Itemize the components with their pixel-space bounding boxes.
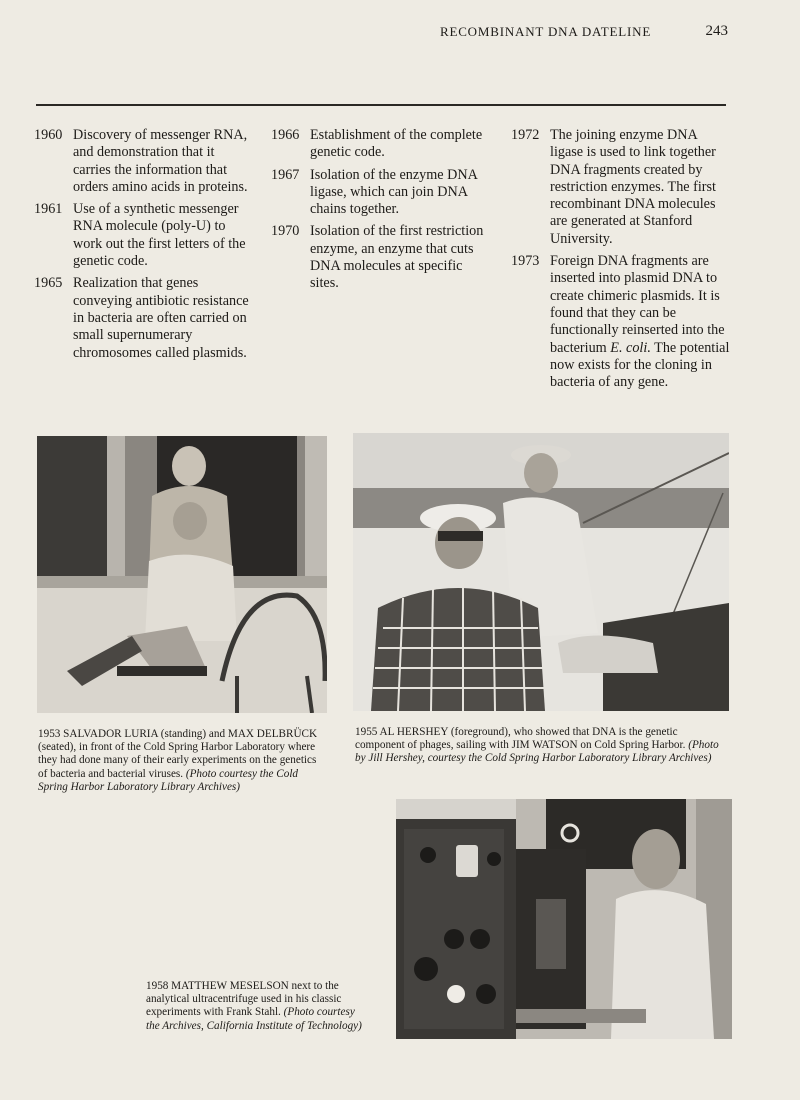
entry-text: Use of a synthetic messenger RNA molecule (poly-U) to work out the first letters of the genetic code. [73, 201, 246, 270]
photo-credit: (Photo by Jill Hershey, courtesy the Cold Spring Harbor Laboratory Library Archives) [355, 739, 719, 765]
timeline-entry [34, 127, 254, 196]
caption-meselson [146, 980, 368, 1033]
timeline-entry [511, 253, 731, 391]
timeline-entry [511, 127, 731, 248]
entry-text: Isolation of the first restriction enzyme, an enzyme that cuts DNA molecules at specific sites. [310, 223, 484, 292]
entry-year: 1970 [271, 223, 300, 240]
caption-hershey-watson [355, 726, 727, 766]
entry-year: 1973 [511, 253, 540, 270]
entry-text [550, 253, 731, 391]
photo-meselson [396, 799, 732, 1039]
entry-year: 1967 [271, 166, 300, 183]
running-title: RECOMBINANT DNA DATELINE [440, 24, 652, 39]
caption-text: 1958 MATTHEW MESELSON next to the analytical ultracentrifuge used in his classic experiments with Frank Stahl. [146, 980, 342, 1019]
entry-year: 1972 [511, 127, 540, 143]
entry-text: Realization that genes conveying antibiotic resistance in bacteria are often carried on small supernumerary chromosomes called plasmids. [73, 275, 249, 361]
entry-year: 1966 [271, 127, 300, 143]
running-head [440, 24, 728, 44]
entry-text: The joining enzyme DNA ligase is used to link together DNA fragments created by restriction enzymes. The first recombinant DNA molecules are generated at Stanford University. [550, 127, 716, 247]
timeline-column-1 [34, 127, 254, 367]
entry-text: Isolation of the enzyme DNA ligase, which can join DNA chains together. [310, 166, 478, 218]
timeline-entry [34, 275, 254, 361]
caption-text: 1953 SALVADOR LURIA (standing) and MAX DELBRÜCK (seated), in front of the Cold Spring Harbor Laboratory where they had done many of their early experiments on the genetics of bacteria and bacterial viruses. [38, 728, 318, 780]
timeline-entry [34, 201, 254, 270]
entry-text: Establishment of the complete genetic code. [310, 127, 483, 161]
timeline-entry [271, 167, 493, 219]
timeline-column-3 [511, 127, 731, 396]
entry-year: 1960 [34, 127, 63, 143]
entry-text-after: The potential now exists for the cloning in bacteria of any gene. [550, 339, 730, 391]
photo-hershey-watson [353, 433, 729, 711]
entry-text: Discovery of messenger RNA, and demonstration that it carries the information that orders amino acids in proteins. [73, 127, 248, 195]
entry-text-before: Foreign DNA fragments are inserted into plasmid DNA to create chimeric plasmids. It is found that they can be functionally reinserted into the bacterium [550, 253, 725, 356]
caption-text: 1955 AL HERSHEY (foreground), who showed that DNA is the genetic component of phages, sailing with JIM WATSON on Cold Spring Harbor. [355, 726, 686, 752]
timeline-entry [271, 223, 493, 292]
page-number: 243 [705, 23, 728, 39]
photo-luria-delbruck [37, 436, 327, 713]
photo-credit: (Photo courtesy the Archives, California Institute of Technology) [146, 1006, 362, 1032]
photo-credit: (Photo courtesy the Cold Spring Harbor Laboratory Library Archives) [38, 767, 299, 793]
caption-luria-delbruck [38, 728, 324, 794]
header-rule [36, 104, 726, 106]
entry-text-italic: E. coli. [610, 339, 651, 356]
timeline-entry [271, 127, 493, 162]
entry-year: 1961 [34, 201, 63, 218]
timeline-column-2 [271, 127, 493, 298]
entry-year: 1965 [34, 275, 63, 292]
